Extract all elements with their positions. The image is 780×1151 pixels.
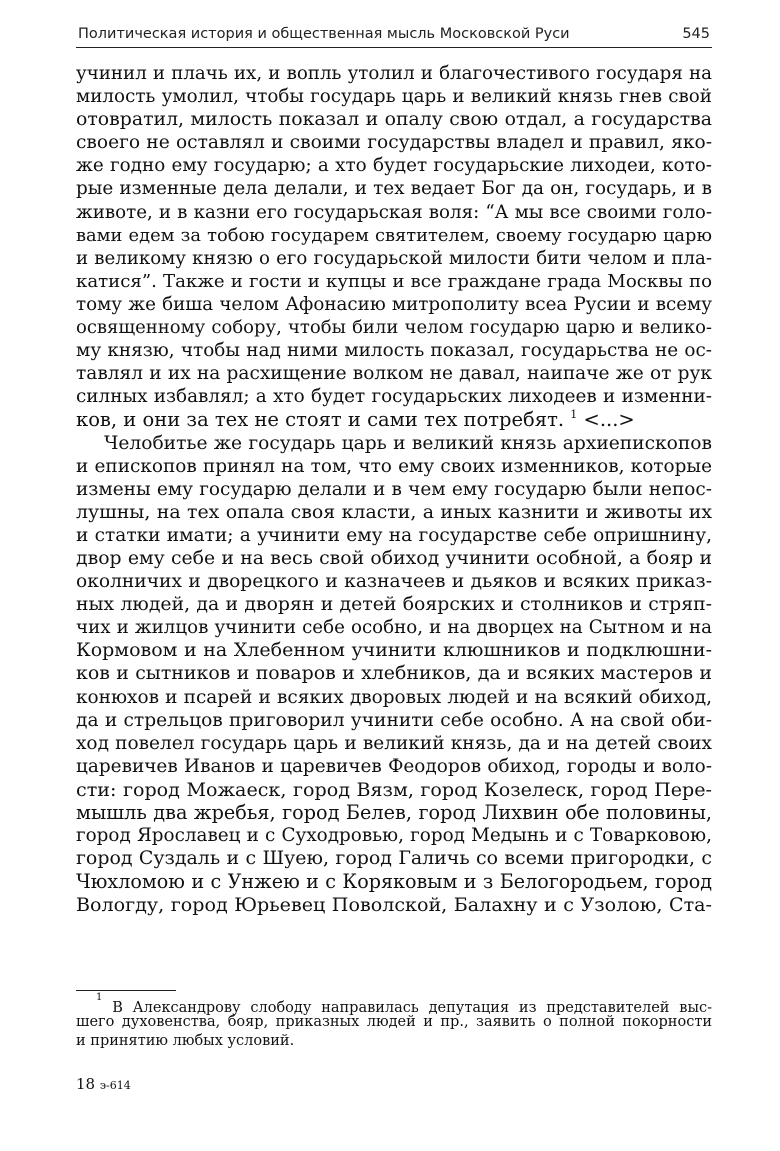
text-line: животе, и в казни его государьская воля: “А мы все своими голо- — [76, 201, 712, 223]
text-line: двор ему себе и на весь свой обиход учинити особной, а бояр и — [76, 547, 712, 569]
text-line: и епископов принял на том, что ему своих изменников, которые — [76, 455, 712, 477]
footnote-marker: 1 — [96, 992, 103, 1003]
footnote-line — [76, 992, 712, 1016]
running-header — [76, 24, 712, 46]
text-line: лушны, на тех опала своя класти, а иных казнити и животы их — [76, 500, 712, 523]
text-line: царевичев Иванов и царевичев Феодоров обиход, городы и воло- — [76, 755, 712, 777]
text-line: Вологду, город Юрьевец Поволской, Балахну и с Узолою, Ста- — [76, 893, 712, 917]
text-line: милость умолил, чтобы государь царь и великий князь гнев свой — [76, 86, 712, 108]
footnote-rule — [76, 990, 176, 991]
footnote-line: шего духовенства, бояр, приказных людей и пр., заявить о полной покорности — [76, 1014, 712, 1030]
text-line: своего не оставлял и своими государствы владел и правил, яко- — [76, 132, 712, 154]
text-line: город Суздаль и с Шуею, город Галичь со всеми пригородки, с — [76, 847, 712, 870]
text-line: чих и жилцов учинити себе особно, и на дворцех на Сытном и на — [76, 617, 712, 639]
footnote — [76, 994, 712, 1051]
text-line: ход повелел государь царь и великий князь, да и на детей своих — [76, 732, 712, 754]
text-line: мышль два жребья, город Белев, город Лихвин обе половины, — [76, 801, 712, 824]
omission-marker: <...> — [583, 408, 635, 432]
text-line: учинил и плачь их, и вопль утолил и благочестивого государя на — [76, 63, 712, 84]
body-text — [76, 62, 712, 916]
text-line: Чюхломою и с Унжею и с Коряковым и з Белогородьем, город — [76, 870, 712, 894]
text-line: освященному собору, чтобы били челом государю царю и велико- — [76, 317, 712, 339]
text-line: ков, и они за тех не стоят и сами тех потребят. — [76, 408, 565, 432]
text-line: Кормовом и на Хлебенном учинити клюшников и подклюшни- — [76, 639, 712, 662]
text-line: силных избавлял; а хто будет государьских лиходеев и изменни- — [76, 386, 712, 408]
text-line: да и стрельцов приговорил учинити себе особно. А на свой оби- — [76, 709, 712, 731]
text-line: измены ему государю делали и в чем ему государю были непос- — [76, 478, 712, 500]
printer-signature — [76, 1075, 131, 1093]
text-line: околничих и дворецкого и казначеев и дьяков и всяких приказ- — [76, 571, 712, 593]
running-title: Политическая история и общественная мысль Московской Руси — [78, 26, 570, 42]
paragraph-end-line — [76, 408, 712, 431]
text-line: катися”. Также и гости и купцы и все граждане града Москвы по — [76, 270, 712, 292]
text-line: отовратил, милость показал и опалу свою отдал, а государства — [76, 108, 712, 131]
text-line: Челобитье же государь царь и великий князь архиепископов — [104, 432, 712, 454]
footnote-reference[interactable]: 1 — [570, 408, 578, 422]
text-line: и великому князю о его государьской милости бити челом и пла- — [76, 247, 712, 269]
text-line: рые изменные дела делали, и тех ведает Бог да он, государь, и в — [76, 178, 712, 200]
page-number: 545 — [682, 26, 710, 42]
text-line: вами едем за тобою государем святителем, своему государю царю — [76, 224, 712, 246]
signature-number: 18 — [76, 1075, 96, 1093]
text-line: тому же биша челом Афонасию митрополиту всеа Русии и всему — [76, 293, 712, 315]
header-rule — [76, 47, 712, 48]
text-line: конюхов и псарей и всяких дворовых людей и на всякий обиход, — [76, 686, 712, 708]
footnote-line: и принятию любых условий. — [76, 1033, 295, 1049]
text-line: му князю, чтобы над ними милость показал, государьства не ос- — [76, 340, 712, 362]
text-line: и статки имати; а учинити ему на государстве себе опришнину, — [76, 524, 712, 546]
signature-code: э-614 — [99, 1079, 131, 1092]
text-line: тавлял и их на расхищение волком не давал, наипаче же от рук — [76, 363, 712, 385]
text-line: ных людей, да и дворян и детей боярских и столников и стряп- — [76, 594, 712, 616]
text-line: сти: город Можаеск, город Вязм, город Козелеск, город Пере- — [76, 777, 712, 801]
text-line: город Ярославец и с Суходровью, город Медынь и с Товарковою, — [76, 825, 712, 847]
text-line: же годно ему государю; а хто будет государьские лиходеи, кото- — [76, 155, 712, 177]
footnote-text: В Александрову слободу направилась депутация из представителей выс- — [112, 999, 712, 1016]
text-line: ков и сытников и поваров и хлебников, да и всяких мастеров и — [76, 662, 712, 685]
